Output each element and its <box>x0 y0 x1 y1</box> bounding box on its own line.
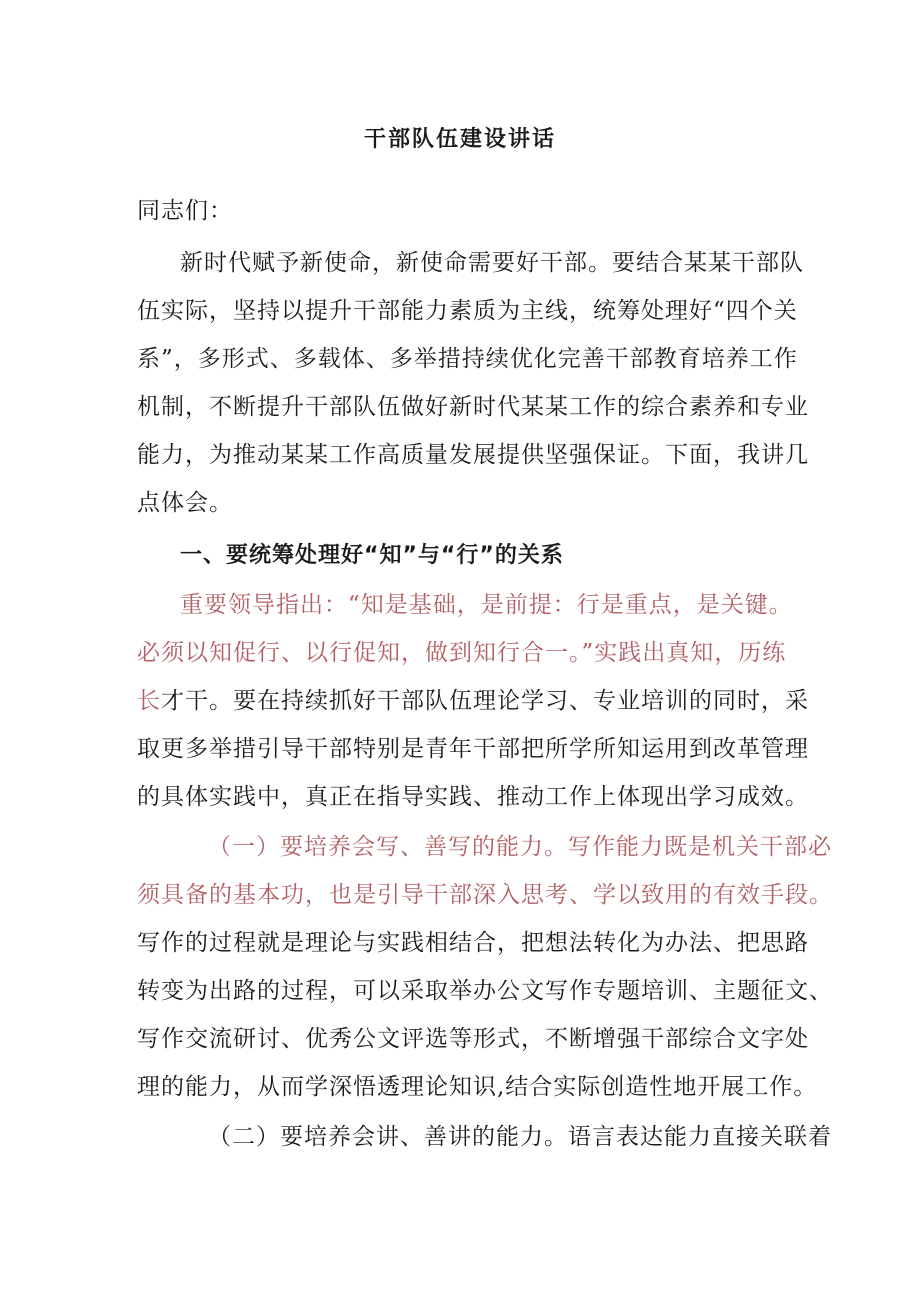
intro-line: 伍实际，坚持以提升干部能力素质为主线，统筹处理好“四个关 <box>137 298 798 324</box>
body-line: 的具体实践中，真正在指导实践、推动工作上体现出学习成效。 <box>137 784 809 810</box>
quote-text: 长 <box>137 688 161 714</box>
body-line: 转变为出路的过程，可以采取举办公文写作专题培训、主题征文、 <box>137 978 833 1004</box>
body-line: 理的能力，从而学深悟透理论知识,结合实际创造性地开展工作。 <box>137 1074 818 1100</box>
salutation: 同志们： <box>137 198 233 224</box>
intro-line: 能力，为推动某某工作高质量发展提供坚强保证。下面，我讲几 <box>137 442 809 468</box>
quote-line <box>137 638 786 668</box>
intro-line: 点体会。 <box>137 490 233 516</box>
intro-line: 新时代赋予新使命，新使命需要好干部。要结合某某干部队 <box>180 250 804 276</box>
body-line: 写作交流研讨、优秀公文评选等形式，不断增强干部综合文字处 <box>137 1026 809 1052</box>
document-title: 干部队伍建设讲话 <box>363 127 556 152</box>
quote-text: 必须以知促行、以行促知，做到知行合一。”实践出真知，历练 <box>137 640 787 666</box>
body-text: 才干。要在持续抓好干部队伍理论学习、专业培训的同时，采 <box>161 688 809 714</box>
subsection-line: 须具备的基本功，也是引导干部深入思考、学以致用的有效手段。 <box>137 882 833 908</box>
subsection-line: （一）要培养会写、善写的能力。写作能力既是机关干部必 <box>208 834 832 860</box>
intro-line: 机制，不断提升干部队伍做好新时代某某工作的综合素养和专业 <box>137 394 809 420</box>
subsection-line: （二）要培养会讲、善讲的能力。语言表达能力直接关联着 <box>208 1124 832 1150</box>
body-line: 取更多举措引导干部特别是青年干部把所学所知运用到改革管理 <box>137 736 809 762</box>
intro-line: 系”，多形式、多载体、多举措持续优化完善干部教育培养工作 <box>137 346 798 372</box>
section-heading: 一、要统筹处理好“知”与“行”的关系 <box>180 543 564 568</box>
quote-line: 重要领导指出：“知是基础，是前提：行是重点，是关键。 <box>180 592 793 618</box>
body-line: 写作的过程就是理论与实践相结合，把想法转化为办法、把思路 <box>137 930 809 956</box>
body-line <box>137 686 809 716</box>
